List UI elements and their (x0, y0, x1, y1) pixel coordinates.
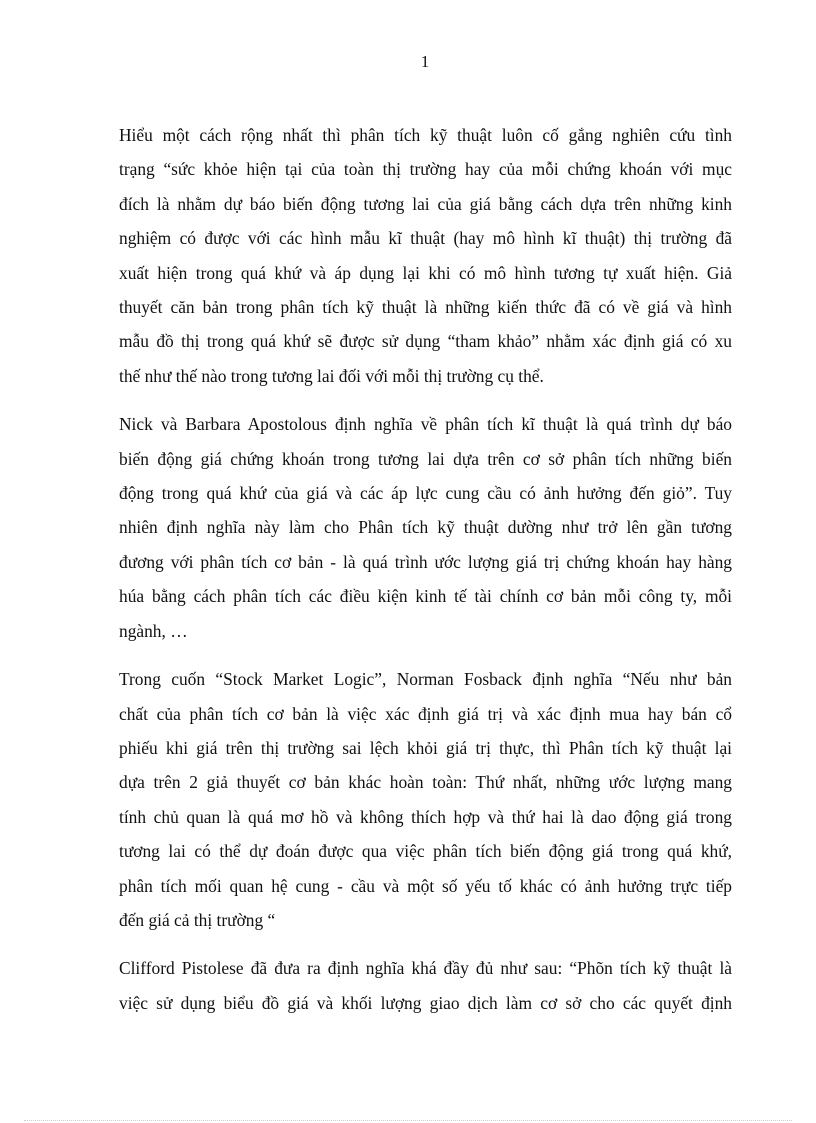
text-line: dựa trên 2 giả thuyết cơ bản khác hoàn toàn: Thứ nhất, những ước lượng mang (119, 772, 732, 793)
text-line: xuất hiện trong quá khứ và áp dụng lại khi có mô hình tương tự xuất hiện. Giả (119, 262, 732, 283)
text-line: tính chủ quan là quá mơ hồ và không thích hợp và thứ hai là dao động giá trong (119, 806, 732, 827)
text-line: chất của phân tích cơ bản là việc xác định giá trị và xác định mua hay bán cổ (119, 703, 732, 724)
text-line: việc sử dụng biểu đồ giá và khối lượng giao dịch làm cơ sở cho các quyết định (119, 992, 732, 1013)
text-line: phân tích mối quan hệ cung - cầu và một số yếu tố khác có ảnh hưởng trực tiếp (119, 875, 732, 896)
page-bottom-divider (24, 1120, 792, 1121)
text-line: nghiệm có được với các hình mẫu kĩ thuật (hay mô hình kĩ thuật) thị trường đã (119, 228, 732, 249)
paragraph-3 (119, 662, 732, 937)
document-body (119, 118, 732, 1034)
text-line: tương lai có thể dự đoán được qua việc phân tích biến động giá trong quá khứ, (119, 841, 732, 862)
page-number: 1 (420, 52, 430, 71)
text-line: thuyết căn bản trong phân tích kỹ thuật là những kiến thức đã có về giá và hình (119, 297, 732, 318)
text-line: đến giá cả thị trường “ (119, 909, 276, 930)
text-line: động trong quá khứ của giá và các áp lực cung cầu có ảnh hưởng đến giỏ”. Tuy (119, 483, 732, 504)
text-line: biến động giá chứng khoán trong tương lai dựa trên cơ sở phân tích những biến (119, 448, 732, 469)
text-line: Hiểu một cách rộng nhất thì phân tích kỹ thuật luôn cố gắng nghiên cứu tình (119, 125, 732, 145)
paragraph-2 (119, 407, 732, 648)
text-line: phiếu khi giá trên thị trường sai lệch khỏi giá trị thực, thì Phân tích kỹ thuật lại (119, 737, 732, 758)
text-line: đích là nhằm dự báo biến động tương lai của giá bằng cách dựa trên những kinh (119, 193, 732, 214)
paragraph-4 (119, 951, 732, 1020)
text-line: Nick và Barbara Apostolous định nghĩa về phân tích kĩ thuật là quá trình dự báo (119, 414, 732, 435)
paragraph-1 (119, 118, 732, 393)
text-line: trạng “sức khỏe hiện tại của toàn thị trường hay của mỗi chứng khoán với mục (119, 159, 732, 180)
text-line: Trong cuốn “Stock Market Logic”, Norman Fosback định nghĩa “Nếu như bản (119, 669, 732, 690)
text-line: đương với phân tích cơ bản - là quá trình ước lượng giá trị chứng khoán hay hàng (119, 551, 732, 572)
text-line: mẫu đồ thị trong quá khứ sẽ được sử dụng “tham khảo” nhằm xác định giá có xu (119, 331, 732, 352)
text-line: Clifford Pistolese đã đưa ra định nghĩa khá đầy đủ như sau: “Phõn tích kỹ thuật là (119, 958, 732, 979)
text-line: nhiên định nghĩa này làm cho Phân tích kỹ thuật dường như trở lên gần tương (119, 517, 732, 538)
text-line: húa bằng cách phân tích các điều kiện kinh tế tài chính cơ bản mỗi công ty, mỗi (119, 586, 732, 607)
text-line: ngành, … (119, 620, 188, 641)
text-line: thế như thế nào trong tương lai đối với mỗi thị trường cụ thể. (119, 365, 544, 386)
